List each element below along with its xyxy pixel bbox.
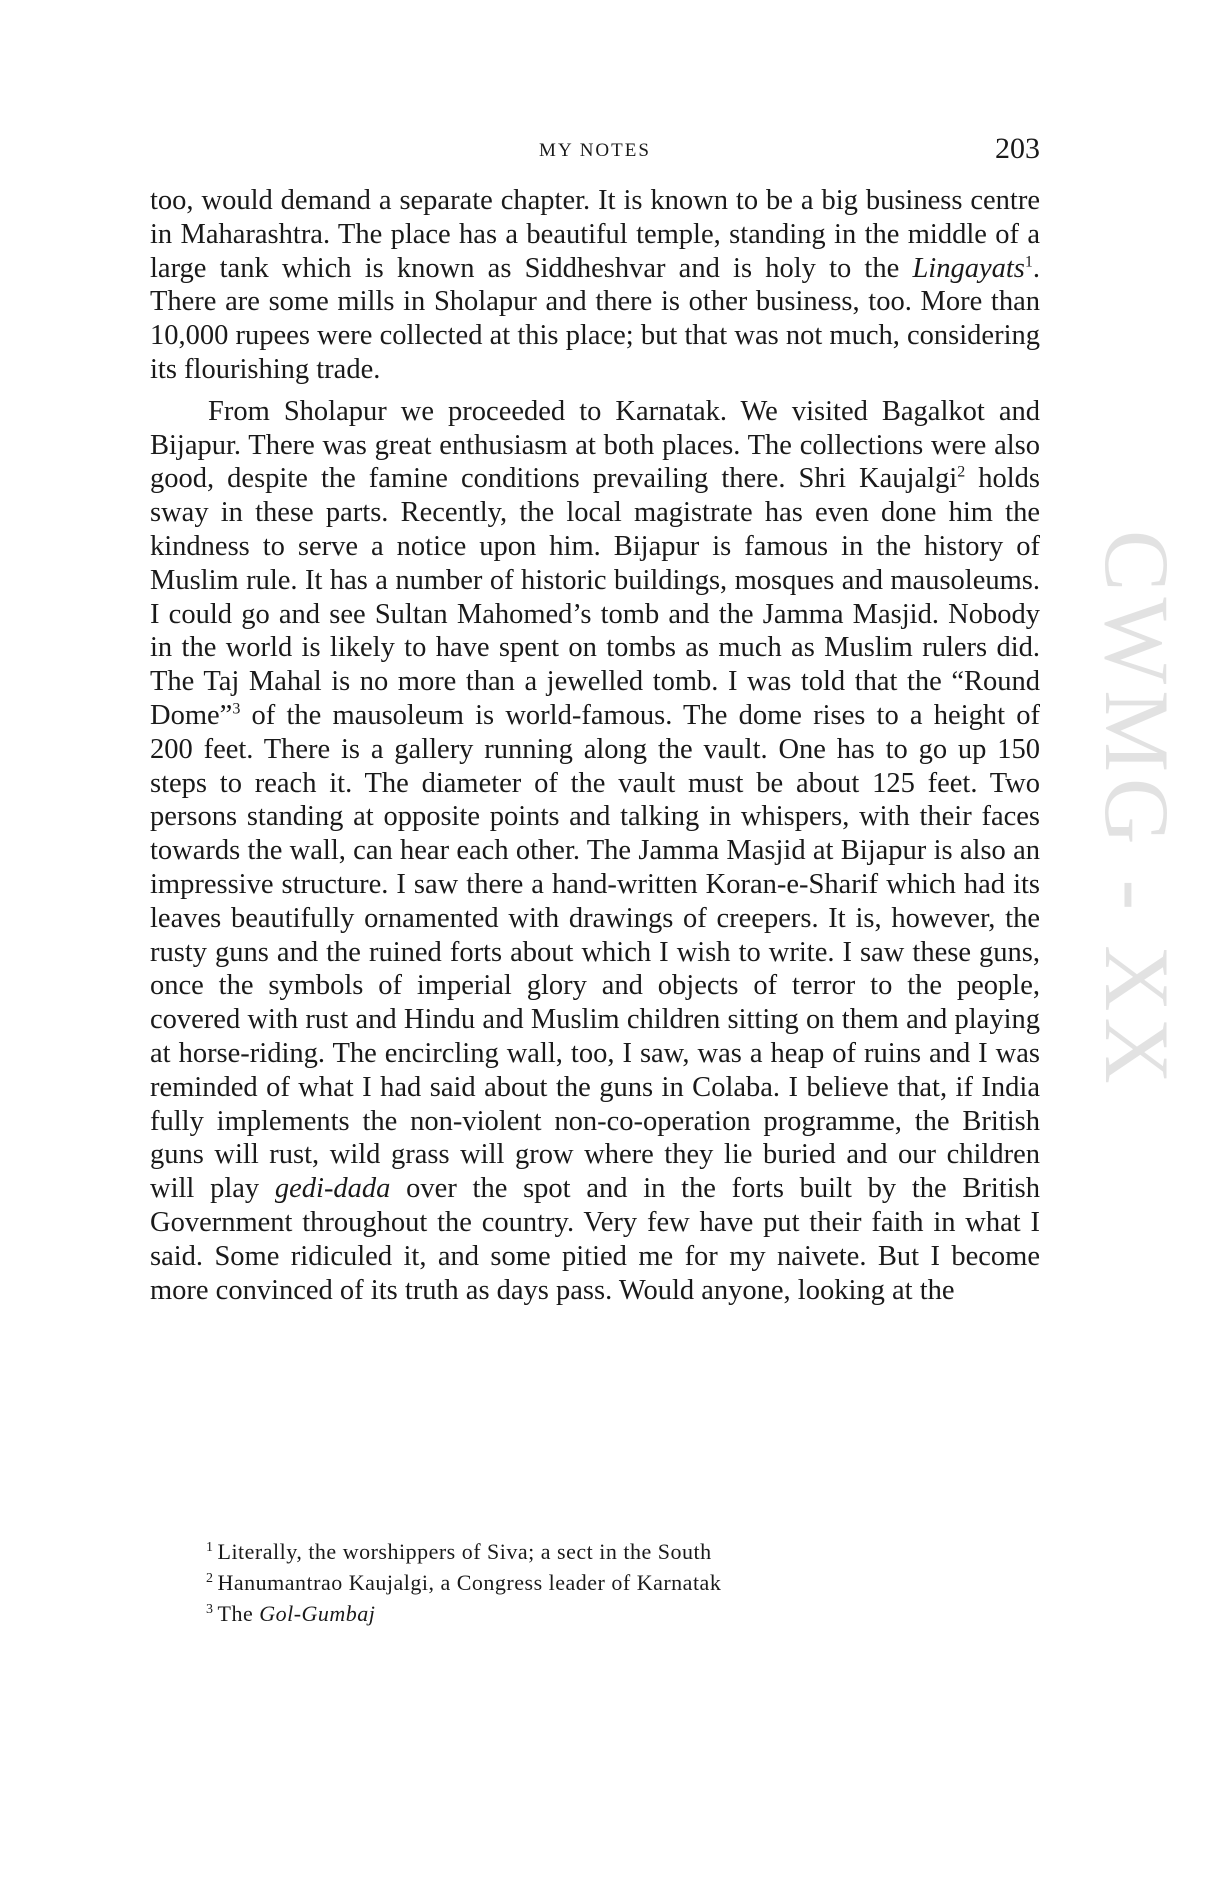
footnote-ref-3: 3 [232, 700, 241, 718]
footnote-text: Literally, the worshippers of Siva; a sect in the South [217, 1539, 712, 1564]
footnote-marker: 2 [206, 1570, 214, 1586]
footnote-text: Hanumantrao Kaujalgi, a Congress leader of Karnatak [217, 1570, 722, 1595]
paragraph-1-text: too, would demand a separate chapter. It is known to be a big business centre in Maharashtra. The place has a beautiful temple, standing in the middle of a large tank which is known as Siddheshvar and is holy to the [150, 185, 1040, 284]
paragraph-2-text-d: over the spot and in the forts built by the British Government throughout the country. Very few have put their faith in what I said. Some ridiculed it, and some pitied me for my naivete. But I become more convinced of its truth as days pass. Would anyone, looking at the [150, 1173, 1041, 1306]
footnote-ref-2: 2 [957, 463, 966, 481]
footnote-3 [206, 1598, 1006, 1629]
footnote-marker: 1 [206, 1539, 214, 1555]
paragraph-2-text-a: From Sholapur we proceeded to Karnatak. We visited Bagalkot and Bijapur. There was great enthusiasm at both places. The collections were also good, despite the famine conditions prevailing there. Shri Kaujalgi [150, 395, 1040, 495]
paragraph-2-text-c: of the mausoleum is world-famous. The dome rises to a height of 200 feet. There is a gallery running along the vault. One has to go up 150 steps to reach it. The diameter of the vault must be about 125 feet. Two persons standing at opposite points and talking in whispers, with their faces towards the wall, can hear each other. The Jamma Masjid at Bijapur is also an impressive structure. I saw there a hand-written Koran-e-Sharif which had its leaves beautifully ornamented with drawings of creepers. It is, however, the rusty guns and the ruined forts about which I wish to write. I saw these guns, once the symbols of imperial glory and objects of terror to the people, covered with rust and Hindu and Muslim children sitting on them and playing at horse-riding. The encircling wall, too, I saw, was a heap of ruins and I was reminded of what I had said about the guns in Colaba. I believe that, if India fully implements the non-violent non-co-operation programme, the British guns will rust, wild grass will grow where they lie buried and our children will play [150, 699, 1040, 1205]
italic-term-lingayats: Lingayats [912, 252, 1025, 284]
footnote-italic: Gol-Gumbaj [259, 1601, 376, 1626]
footnote-ref-1: 1 [1024, 253, 1033, 271]
paragraph-2-text-b: holds sway in these parts. Recently, the local magistrate has even done him the kindness to serve a notice upon him. Bijapur is famous in the history of Muslim rule. It has a number of historic buildings, mosques and mausoleums. I could go and see Sultan Mahomed’s tomb and the Jamma Masjid. Nobody in the world is likely to have spent on tombs as much as Muslim rulers did. The Taj Mahal is no more than a jewelled tomb. I was told that the “Round Dome” [150, 463, 1040, 731]
watermark: CWMG - XX [1086, 530, 1188, 1090]
footnotes [206, 1536, 1006, 1629]
running-head [150, 132, 1040, 172]
book-page [150, 0, 1040, 1890]
footnote-1 [206, 1536, 1006, 1567]
footnote-2 [206, 1567, 1006, 1598]
paragraph-1 [150, 184, 1040, 387]
paragraph-1-rest: . There are some mills in Sholapur and there is other business, too. More than 10,000 rupees were collected at this place; but that was not much, considering its flourishing trade. [150, 252, 1040, 385]
paragraph-2 [150, 395, 1040, 1308]
footnote-text: The [217, 1601, 260, 1626]
italic-term-gedi-dada: gedi-dada [274, 1173, 391, 1205]
body-text [150, 184, 1040, 1307]
page-number: 203 [995, 132, 1040, 165]
running-title: MY NOTES [539, 140, 651, 161]
footnote-marker: 3 [206, 1601, 214, 1617]
